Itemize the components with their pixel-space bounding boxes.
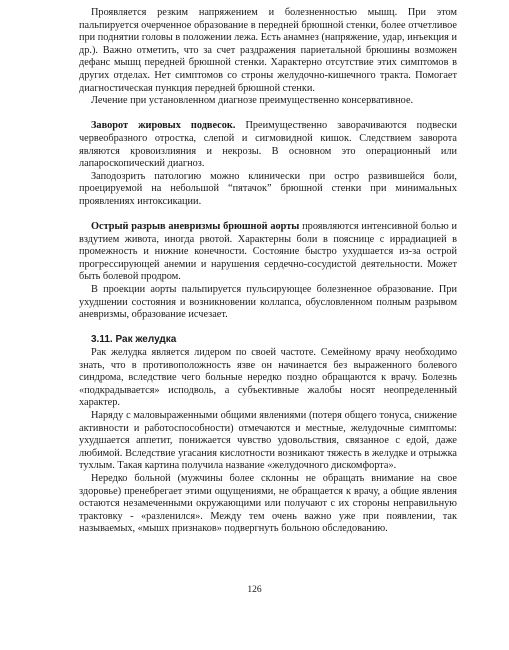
term-fat-appendage-torsion: Заворот жировых подвесок. xyxy=(91,120,236,132)
paragraph-3-text: Преимущественно заворачиваются подвески червеобразного отростка, слепой и сигмовидной кишок. Следствием заворота являются кровоизлияния и некрозы. В основном это операционный или лапароскопический диагноз. xyxy=(79,120,457,170)
paragraph-aortic-aneurysm xyxy=(79,221,457,284)
paragraph-fat-appendage-torsion xyxy=(79,120,457,170)
paragraph-9: Нередко больной (мужчины более склонны не обращать внимание на свое здоровье) пренебрегает этими ощущениями, не обращается к врачу, а общие явления остаются незамеченными окружающими или получают с их стороны неправильную трактовку - «разленился». Между тем очень важно уже при появлении, так называемых, «мышх признаков» подвергнуть больною обследованию. xyxy=(79,472,457,535)
section-heading: 3.11. Рак желудка xyxy=(91,334,177,346)
paragraph-5-text: проявляются интенсивной болью и вздутием живота, иногда рвотой. Характерны боли в пояснице с иррадиацией в промежность и нижние конечности. Состояние быстро ухудшается из-за острой прогрессирующей анемии и нарушения сердечно-сосудистой деятельности. Может быть болевой продром. xyxy=(79,221,457,283)
paragraph-6: В проекции аорты пальпируется пульсирующее болезненное образование. При ухудшении состояния и возникновении коллапса, обусловленном полным разрывом аневризмы, образование исчезает. xyxy=(79,284,457,321)
paragraph-8: Наряду с маловыраженными общими явлениями (потеря общего тонуса, снижение активности и работоспособности) отмечаются и местные, желудочные симптомы: ухудшается аппетит, понижается чувство удовольствия, связанное с едой, даже любимой. Вследствие угасания кислотности возникают тяжесть в желудке и отрыжка тухлым. Такая картина получила название «желудочного дискомфорта». xyxy=(79,410,457,472)
paragraph-1: Проявляется резким напряжением и болезненностью мышц. При этом пальпируется очерченное образование в передней брюшной стенки, более отчетливое при поднятии головы в положении лежа. Есть анамнез (напряжение, удар, инъекция и др.). Важно отметить, что за счет раздражения париетальной брюшины возможен дефанс мышц передней брюшной стенки. Характерно отсутствие этих симптомов в других отделах. Нет симптомов со строны желудочно-кишечного тракта. Помогает диагностическая пункция передней брюшной стенки. xyxy=(79,7,457,94)
page-number: 126 xyxy=(247,585,262,595)
term-aortic-aneurysm: Острый разрыв аневризмы брюшной аорты xyxy=(91,221,300,233)
spacer xyxy=(79,108,457,121)
spacer xyxy=(79,209,457,222)
paragraph-4: Заподозрить патологию можно клинически при остро развившейся боли, проецируемой на небольшой “пятачок” брюшной стенки при минимальных проявлениях интоксикации. xyxy=(79,170,457,207)
paragraph-7: Рак желудка является лидером по своей частоте. Семейному врачу необходимо знать, что в противоположность язве он начинается без выраженного болевого синдрома, вследствие чего больные нередко поздно обращаются к врачу. Болезнь «подкрадывается» исподволь, а субъективные жалобы носят неопределенный характер. xyxy=(79,347,457,409)
paragraph-2: Лечение при установленном диагнозе преимущественно консервативное. xyxy=(91,95,414,107)
spacer xyxy=(79,322,457,335)
